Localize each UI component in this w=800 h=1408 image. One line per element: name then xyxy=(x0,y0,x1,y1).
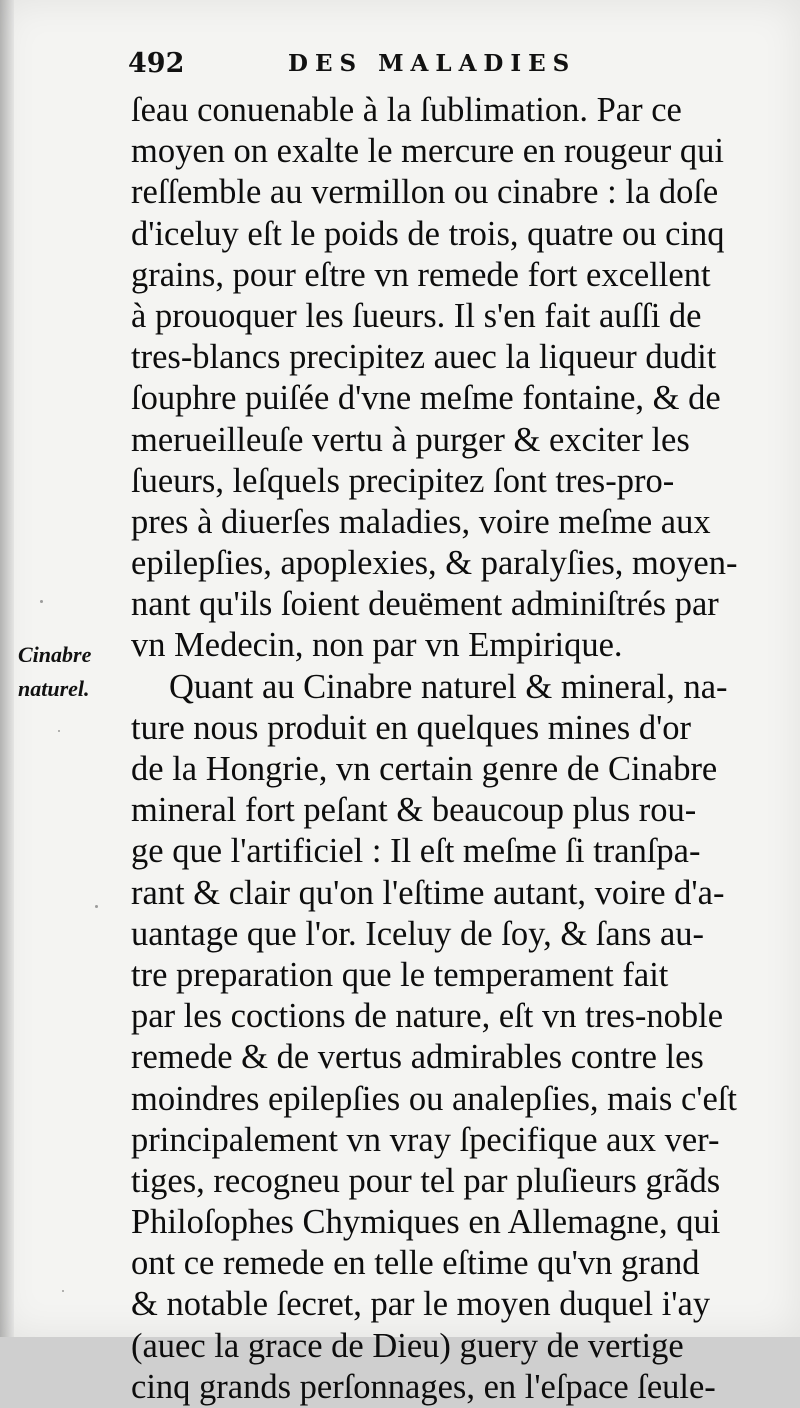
text-line: tre preparation que le temperament fait xyxy=(131,955,669,994)
margin-note-line: naturel. xyxy=(18,676,90,701)
text-line: moyen on exalte le mercure en rougeur qui xyxy=(131,132,724,171)
text-line: grains, pour eſtre vn remede fort excellent xyxy=(131,255,711,294)
paper-speck xyxy=(95,905,98,908)
running-head xyxy=(128,42,748,88)
text-line: vn Medecin, non par vn Empirique. xyxy=(131,626,623,665)
text-line: de la Hongrie, vn certain genre de Cinabre xyxy=(131,750,718,788)
text-line: ſouphre puiſée d'vne meſme fontaine, & de xyxy=(131,379,721,418)
text-line: moindres epilepſies ou analepſies, mais c'eſt xyxy=(131,1079,737,1118)
text-line: Philoſophes Chymiques en Allemagne, qui xyxy=(131,1203,721,1242)
paper-speck xyxy=(40,600,43,603)
running-head-title: DES MALADIES xyxy=(288,50,577,77)
page-number: 492 xyxy=(128,48,185,79)
text-line: ge que l'artificiel : Il eſt meſme ſi tranſpa- xyxy=(131,832,701,871)
text-line: uantage que l'or. Iceluy de ſoy, & ſans au- xyxy=(131,914,705,953)
text-line: (auec la grace de Dieu) guery de vertige xyxy=(131,1326,684,1365)
paper-speck xyxy=(58,730,60,732)
text-line: pres à diuerſes maladies, voire meſme aux xyxy=(131,502,711,541)
paragraph-first-line: Quant au Cinabre naturel & mineral, na- xyxy=(169,667,728,706)
text-line: tiges, recogneu pour tel par pluſieurs grãds xyxy=(131,1161,721,1200)
text-line: reſſemble au vermillon ou cinabre : la doſe xyxy=(131,173,719,212)
text-line: d'iceluy eſt le poids de trois, quatre ou cinq xyxy=(131,214,725,253)
text-line: ont ce remede en telle eſtime qu'vn grand xyxy=(131,1244,700,1283)
text-line: cinq grands perſonnages, en l'eſpace ſeule- xyxy=(131,1367,716,1406)
text-line: ſeau conuenable à la ſublimation. Par ce xyxy=(131,91,682,129)
margin-note xyxy=(18,638,130,706)
margin-note-line: Cinabre xyxy=(18,642,92,667)
text-line: principalement vn vray ſpecifique aux ver- xyxy=(131,1120,720,1159)
text-line: epilepſies, apoplexies, & paralyſies, moyen- xyxy=(131,544,738,583)
paper-speck xyxy=(62,1290,64,1292)
text-line: nant qu'ils ſoient deuëment adminiſtrés par xyxy=(131,585,719,624)
text-line: à prouoquer les ſueurs. Il s'en fait auſſi de xyxy=(131,296,702,335)
text-line: tres-blancs precipitez auec la liqueur dudit xyxy=(131,338,717,377)
page-gutter-shadow xyxy=(0,0,14,1337)
text-line: par les coctions de nature, eſt vn tres-noble xyxy=(131,997,724,1036)
text-line: & notable ſecret, par le moyen duquel i'ay xyxy=(131,1285,711,1324)
body-text xyxy=(131,90,761,1408)
text-line: merueilleuſe vertu à purger & exciter les xyxy=(131,420,690,459)
text-line: mineral fort peſant & beaucoup plus rou- xyxy=(131,791,697,830)
text-line: ſueurs, leſquels precipitez ſont tres-pro- xyxy=(131,461,675,500)
text-line: remede & de vertus admirables contre les xyxy=(131,1038,704,1077)
text-line: ture nous produit en quelques mines d'or xyxy=(131,708,692,747)
text-line: rant & clair qu'on l'eſtime autant, voire d'a- xyxy=(131,873,725,912)
